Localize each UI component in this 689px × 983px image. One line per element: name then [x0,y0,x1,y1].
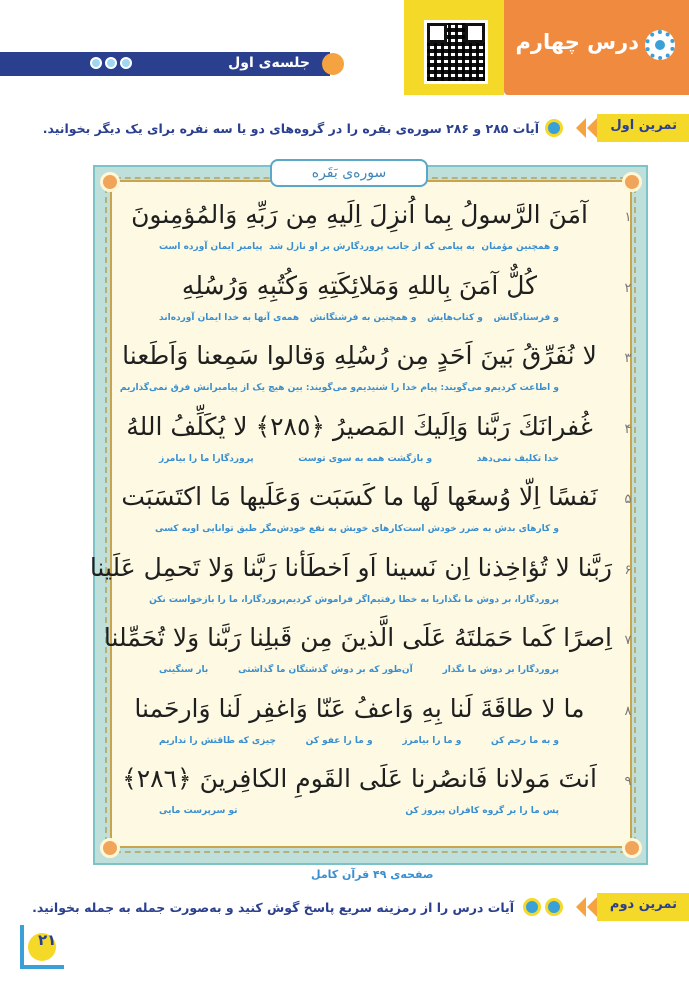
arrows-icon [575,897,597,917]
session-title: جلسه‌ی اول [228,55,310,71]
page-reference: صفحه‌ی ۴۹ قرآن کامل [311,868,434,881]
corner-ornament [622,172,642,192]
verse-arabic: لا نُفَرِّقُ بَینَ اَحَدٍ مِن رُسُلِهِ وَقالوا سَمِعنا وَاَطَعنا [122,341,597,370]
translation-phrase: پس ما را بر گروه کافران پیروز کن [405,806,559,816]
verse-arabic: کُلٌّ آمَنَ بِاللهِ وَمَلائِکَتِهِ وَکُتُبِهِ وَرُسُلِهِ [181,270,538,300]
flower-icon [645,30,675,60]
circle-icon [523,898,541,916]
verse-translation-row [159,806,559,816]
verse-number: ۱ [624,210,632,225]
translation-phrase: و به ما رحم کن [491,735,559,746]
verse-number: ۸ [624,703,632,719]
translation-phrase: و ما را عفو کن [305,735,373,746]
arrows-icon [575,118,597,138]
session-dots [90,57,132,69]
exercise1-label: تمرین اول [610,118,677,133]
exercise1-instruction: آیات ۲۸۵ و ۲۸۶ سوره‌ی بقره را در گروه‌های دو یا سه نفره برای یک دیگر بخوانید. [42,121,539,136]
qr-code-icon[interactable] [424,20,488,84]
translation-phrase: کارهای خوبش به نفع خودش [276,524,403,534]
translation-phrase: پروردگارا بر دوش ما نگذار [442,665,559,675]
verse-number: ۳ [624,351,632,366]
verse-translation-row [159,665,559,675]
verse-number: ۷ [624,633,632,648]
verse-arabic: آمَنَ الرَّسولُ بِما اُنزِلَ اِلَیهِ مِن رَبِّهِ وَالمُؤمِنونَ [131,200,588,229]
surah-title: سوره‌ی بَقَره [270,159,428,187]
exercise2-label: تمرین دوم [609,897,677,912]
translation-phrase: پروردگارا ما را بیامرز [159,453,254,464]
orange-circle-icon [322,53,344,75]
verse-translation-row [119,383,559,393]
translation-phrase: آن‌طور که بر دوش گذشتگان ما گذاشتی [238,665,413,675]
circle-icon [545,898,563,916]
corner-ornament [100,172,120,192]
lesson-header-tab [504,0,689,95]
verse-arabic: اَنتَ مَولانا فَانصُرنا عَلَی القَومِ الکافِرینَ ﴿٢٨٦﴾ [122,764,597,793]
translation-phrase: بار سنگینی [159,665,209,675]
exercise1-banner [597,114,689,142]
translation-phrase: پیامبر ایمان آورده است [159,242,263,252]
translation-phrase: و می‌گویند: پیام خدا را شنیدیم [356,383,491,393]
exercise2-instruction: آیات درس را از رمزینه سریع‌ پاسخ گوش کنید و به‌صورت جمله به جمله بخوانید. [32,900,514,915]
translation-phrase: خدا تکلیف نمی‌دهد [476,453,559,464]
verse-translation-row [154,524,559,534]
translation-phrase: و می‌گویند: بین هیچ یک از پیامبرانش فرق نمی‌گذاریم [119,383,357,393]
verse-number: ۹ [624,774,632,789]
translation-phrase: و همچنین به فرشتگانش [309,312,417,323]
verse-translation-row [149,594,559,605]
translation-phrase: یا به خطا رفتیم [370,594,440,605]
translation-phrase: و فرستادگانش [493,312,559,323]
verse-arabic: نَفسًا اِلّا وُسعَها لَها ما کَسَبَت وَعَلَیها مَا اکتَسَبَت [121,482,598,511]
dot-icon [105,57,117,69]
translation-phrase: و همچنین مؤمنان [481,242,559,252]
verse-translation-row [159,242,559,252]
verse-arabic: رَبَّنا لا تُؤاخِذنا اِن نَسینا اَو اَخطَأنا رَبَّنا وَلا تَحمِل عَلَینا [89,552,612,582]
verse-arabic: ما لا طاقَةَ لَنا بِهِ وَاعفُ عَنّا وَاغفِر لَنا وَارحَمنا [134,693,585,723]
verse-number: ۴ [624,421,632,437]
translation-phrase: و اطاعت کردیم [490,383,559,393]
session-bar [0,52,330,76]
verse-number: ۵ [624,492,632,507]
translation-phrase: مگر طبق توانایی او [190,524,277,534]
verse-translation-row [159,454,559,464]
verse-translation-row [159,736,559,746]
translation-phrase: پروردگارا، بر دوش ما نگذار [439,594,559,605]
translation-phrase: به کسی [154,524,191,534]
verse-arabic: اِصرًا کَما حَمَلتَهُ عَلَی الَّذینَ مِن قَبلِنا رَبَّنا وَلا تُحَمِّلنا [103,623,612,652]
translation-phrase: اگر فراموش کردیم [285,594,371,605]
corner-ornament [622,838,642,858]
translation-phrase: تو سرپرست مایی [159,806,238,816]
dot-icon [90,57,102,69]
page-number: ۲۱ [38,931,57,949]
verse-arabic: غُفرانَكَ رَبَّنا وَاِلَیكَ المَصیرُ ﴿٢٨٥﴾ لا یُکَلِّفُ اللهُ [126,411,593,441]
translation-phrase: و ما را بیامرز [402,735,462,746]
circle-icon [545,119,563,137]
qr-tab [404,0,504,95]
translation-phrase: و بازگشت همه به سوی توست [298,453,433,464]
verse-translation-row [159,313,559,323]
corner-ornament [100,838,120,858]
verse-number: ۶ [624,562,632,578]
page-number-badge [20,925,60,965]
translation-phrase: همه‌ی آنها به خدا ایمان آورده‌اند [159,312,300,323]
translation-phrase: و کتاب‌هایش [427,312,483,323]
translation-phrase: پروردگارا، ما را بازخواست نکن [149,594,286,605]
translation-phrase: به پیامی که از جانب پروردگارش بر او نازل شد [269,242,475,252]
lesson-title: درس چهارم [515,30,639,54]
exercise2-banner [597,893,689,921]
verse-number: ۲ [624,280,632,296]
translation-phrase: چیزی که طاقتش را نداریم [159,735,276,746]
translation-phrase: و کارهای بدش به ضرر خودش است [403,524,559,534]
dot-icon [120,57,132,69]
